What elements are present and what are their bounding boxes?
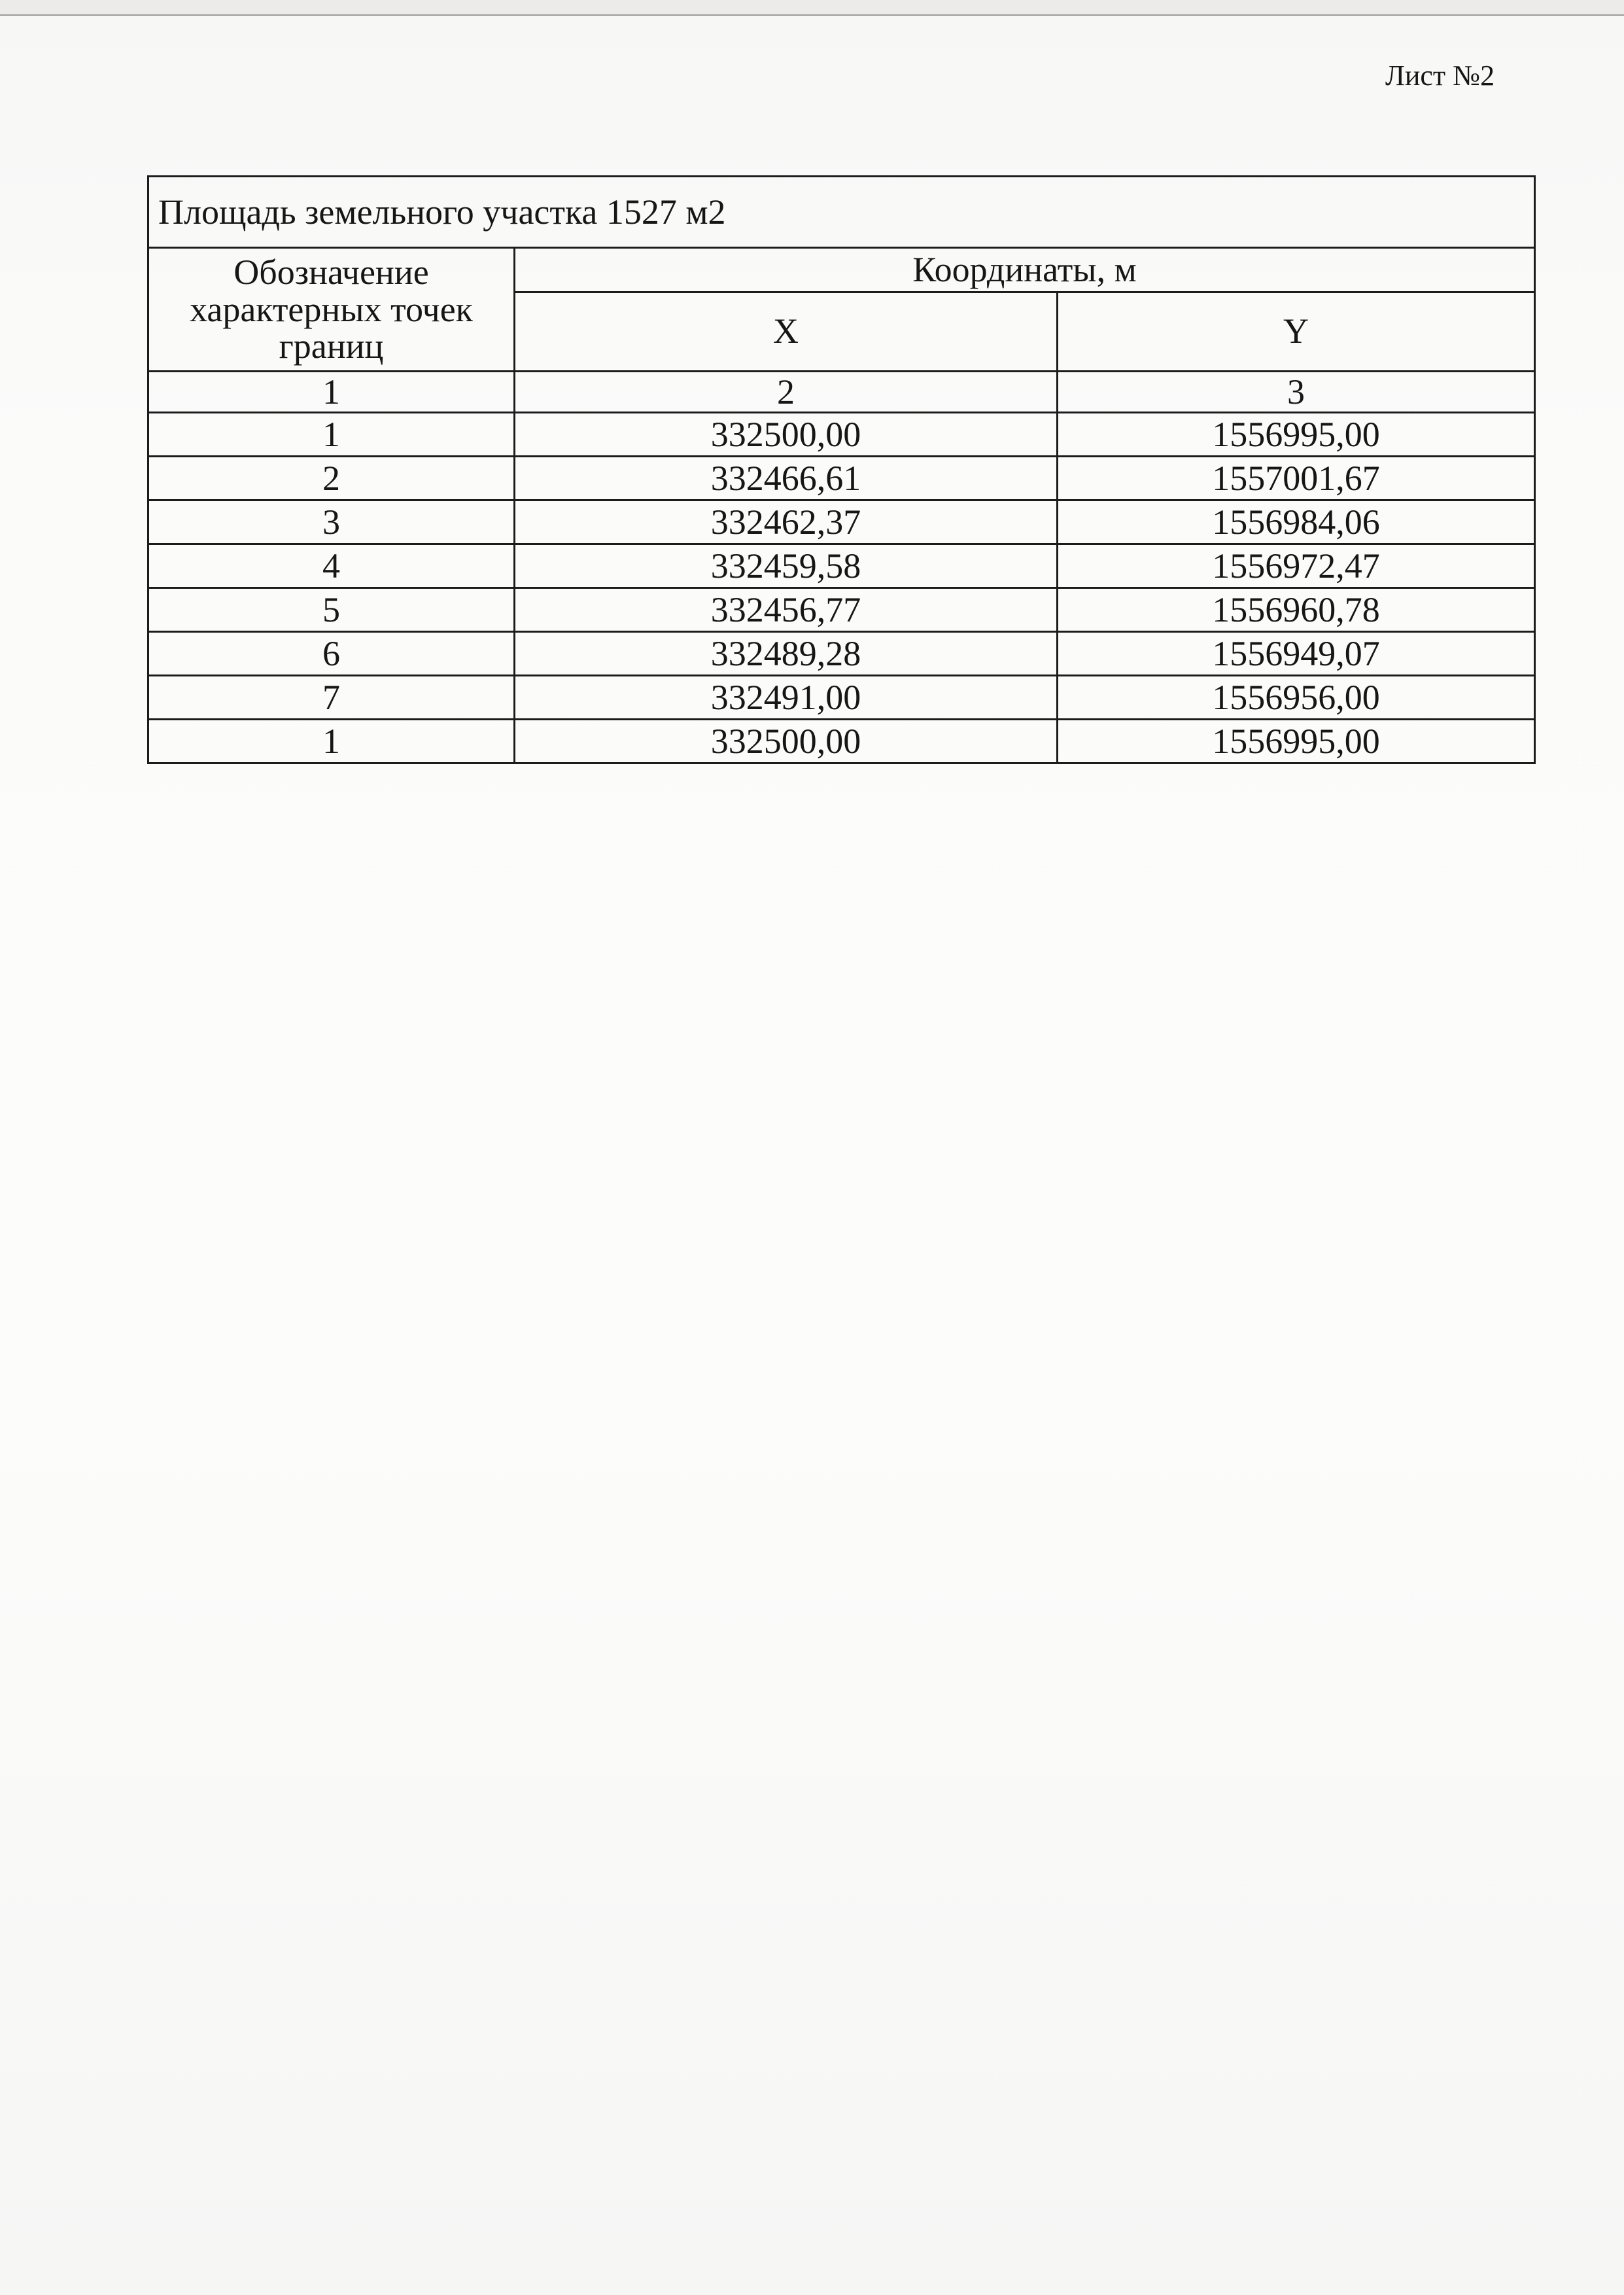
- table-row: [148, 720, 1535, 763]
- point-designation-header: Обозначение характерных точек границ: [148, 248, 515, 372]
- table-row: [148, 676, 1535, 720]
- point-cell: 6: [148, 632, 515, 676]
- y-cell: 1556956,00: [1058, 676, 1535, 720]
- x-cell: 332459,58: [515, 544, 1058, 588]
- x-cell: 332456,77: [515, 588, 1058, 632]
- point-cell: 1: [148, 720, 515, 763]
- y-column-header: Y: [1058, 292, 1535, 371]
- x-cell: 332500,00: [515, 413, 1058, 457]
- table-row: [148, 588, 1535, 632]
- table-row: [148, 544, 1535, 588]
- column-number-row: [148, 372, 1535, 413]
- x-column-header: X: [515, 292, 1058, 371]
- y-cell: 1556995,00: [1058, 720, 1535, 763]
- column-number-3: 3: [1058, 372, 1535, 413]
- point-cell: 1: [148, 413, 515, 457]
- header-row-coords: [148, 248, 1535, 292]
- point-cell: 7: [148, 676, 515, 720]
- area-row: [148, 177, 1535, 248]
- table-row: [148, 500, 1535, 544]
- point-cell: 3: [148, 500, 515, 544]
- scan-top-edge: [0, 0, 1624, 16]
- y-cell: 1556984,06: [1058, 500, 1535, 544]
- y-cell: 1556972,47: [1058, 544, 1535, 588]
- x-cell: 332500,00: [515, 720, 1058, 763]
- coordinates-table: [147, 175, 1536, 764]
- x-cell: 332491,00: [515, 676, 1058, 720]
- column-number-1: 1: [148, 372, 515, 413]
- x-cell: 332489,28: [515, 632, 1058, 676]
- point-cell: 5: [148, 588, 515, 632]
- sheet-number: Лист №2: [1385, 60, 1495, 92]
- point-cell: 2: [148, 457, 515, 500]
- y-cell: 1557001,67: [1058, 457, 1535, 500]
- y-cell: 1556995,00: [1058, 413, 1535, 457]
- coordinates-header: Координаты, м: [515, 248, 1535, 292]
- x-cell: 332462,37: [515, 500, 1058, 544]
- table-row: [148, 457, 1535, 500]
- y-cell: 1556960,78: [1058, 588, 1535, 632]
- y-cell: 1556949,07: [1058, 632, 1535, 676]
- column-number-2: 2: [515, 372, 1058, 413]
- x-cell: 332466,61: [515, 457, 1058, 500]
- table-row: [148, 413, 1535, 457]
- land-area-title: Площадь земельного участка 1527 м2: [148, 177, 1535, 248]
- point-cell: 4: [148, 544, 515, 588]
- table-row: [148, 632, 1535, 676]
